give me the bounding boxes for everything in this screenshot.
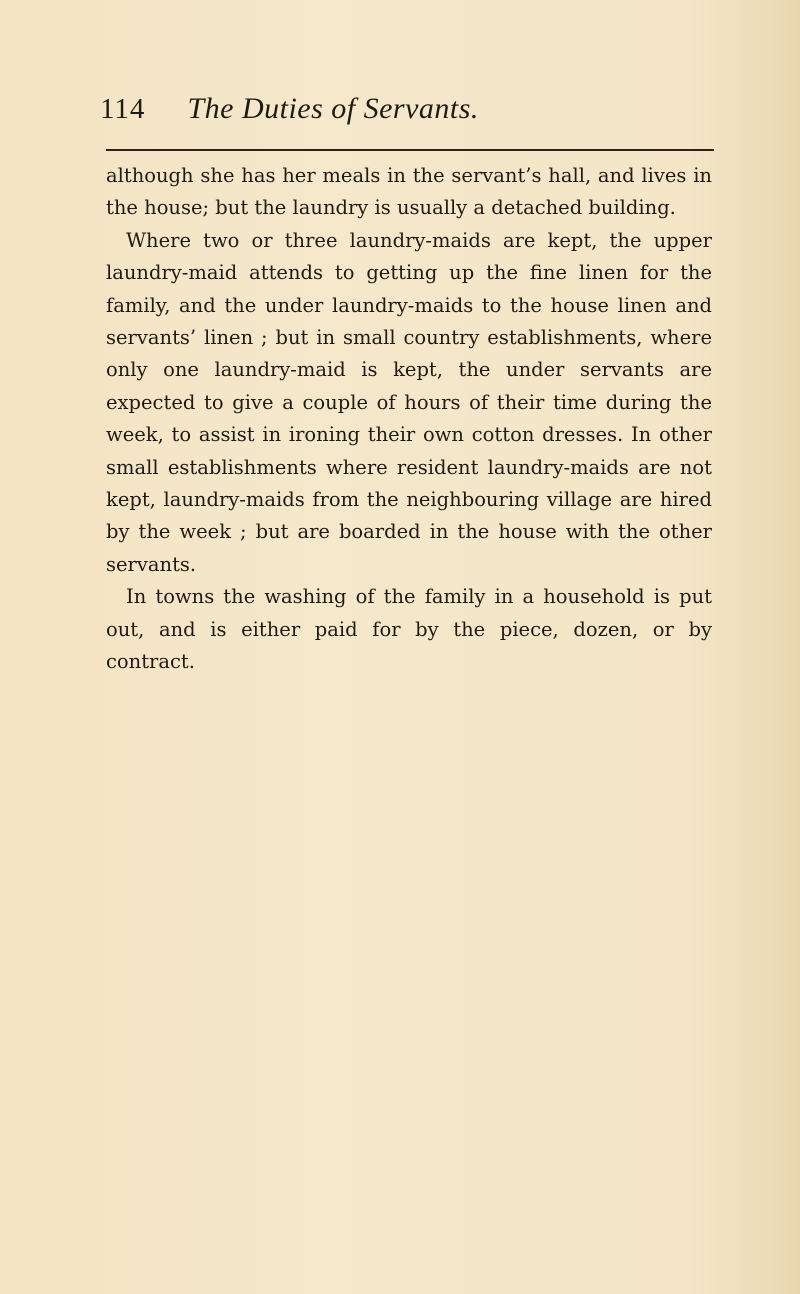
body-text (106, 160, 712, 679)
header-rule (106, 149, 714, 151)
running-title: The Duties of Servants. (187, 92, 479, 125)
page-header (100, 92, 720, 136)
paragraph-2: Where two or three laundry-maids are kept, the upper laundry-maid attends to getting up the fine linen for the family, and the under laundry-maids to the house linen and servants’ linen ; but in small country establishments, where only one laundry-maid is kept, the under servants are expected to give a couple of hours of their time during the week, to assist in ironing their own cotton dresses. In other small establishments where resident laundry-maids are not kept, laundry-maids from the neighbouring village are hired by the week ; but are boarded in the house with the other servants. (106, 228, 712, 576)
page-number: 114 (100, 93, 146, 125)
paragraph-1: although she has her meals in the servant’s hall, and lives in the house; but the laundry is usually a detached building. (106, 164, 712, 220)
paragraph-3: In towns the washing of the family in a household is put out, and is either paid for by the piece, dozen, or by contract. (106, 585, 712, 674)
